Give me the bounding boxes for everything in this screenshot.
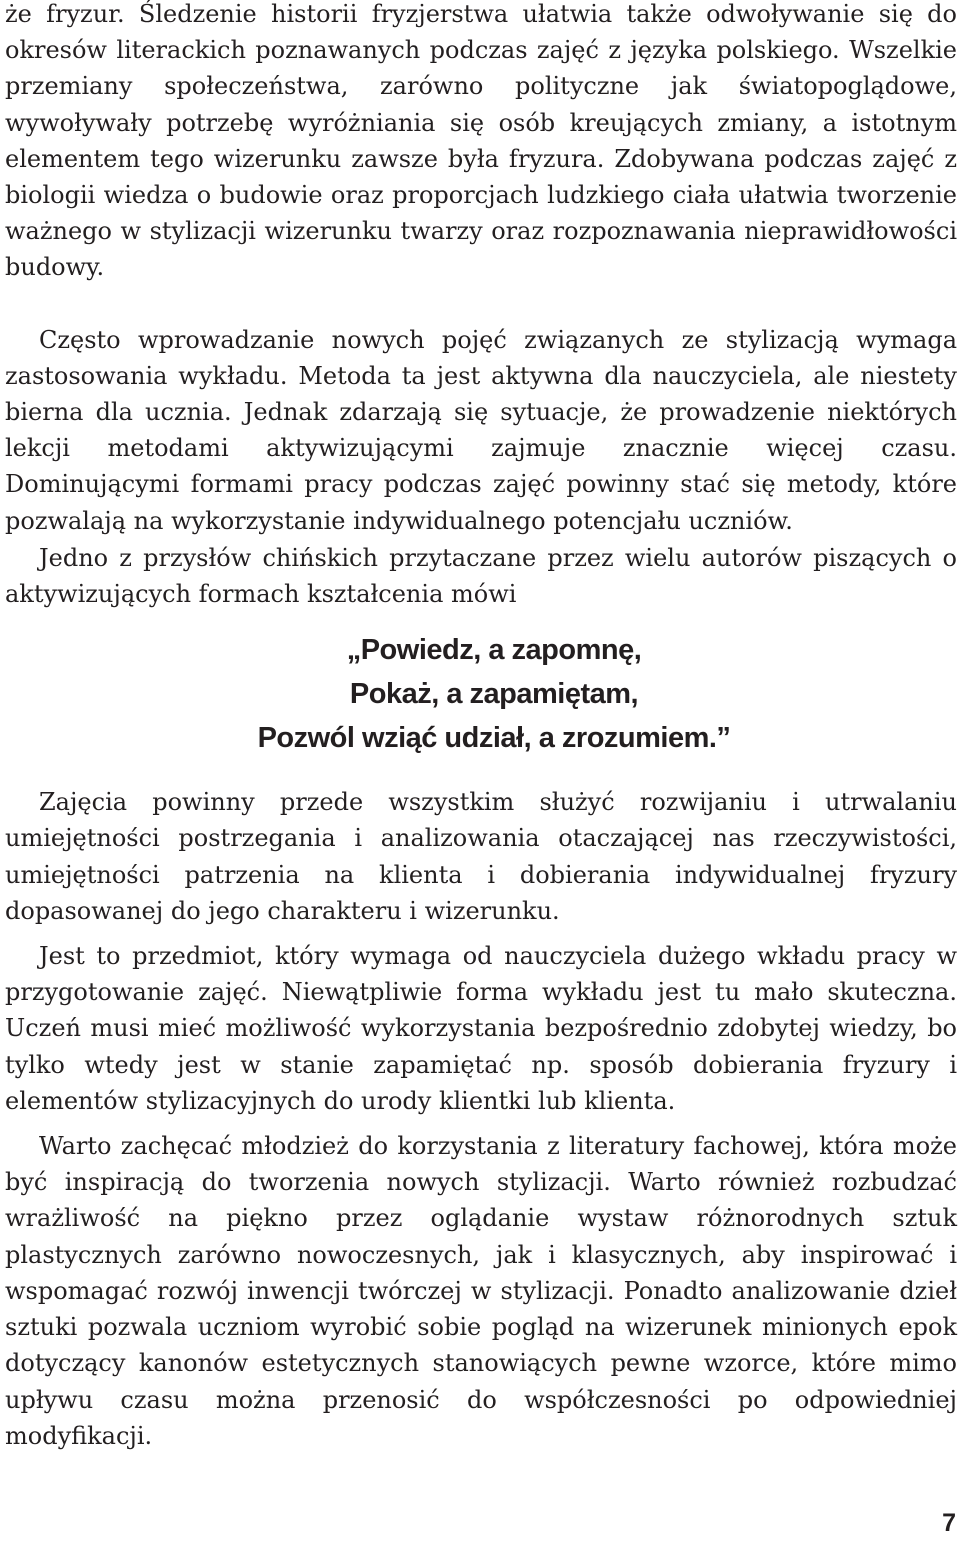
quote-line-1: „Powiedz, a zapomnę,: [346, 634, 642, 667]
paragraph-5: Jest to przedmiot, który wymaga od nauczyciela dużego wkładu pracy w przygotowanie zajęć. Niewątpliwie forma wykładu jest tu mało skuteczna. Uczeń musi mieć możliwość wykorzystania bezpośrednio zdobytej wiedzy, bo tylko wtedy jest w stanie zapamiętać np. sposób dobierania fryzury i elementów stylizacyjnych do urody klientki lub klienta.: [5, 942, 957, 1115]
document-page: [5, 0, 957, 1542]
paragraph-3: Jedno z przysłów chińskich przytaczane przez wielu autorów piszących o aktywizujących formach kształcenia mówi: [5, 543, 957, 609]
paragraph-6: Warto zachęcać młodzież do korzystania z literatury fachowej, która może być inspiracją do tworzenia nowych stylizacji. Warto również rozbudzać wrażliwość na piękno przez oglądanie wystaw różnorodnych sztuk plastycznych zarówno nowoczesnych, jak i klasycznych, aby inspirować i wspomagać rozwój inwencji twórczej w stylizacji. Ponadto analizowanie dzieł sztuki pozwala uczniom wyrobić sobie pogląd na wizerunek minionych epok dotyczący kanonów estetycznych stanowiących pewne wzorce, które mimo upływu czasu można przenosić do współczesności po odpowiedniej modyfikacji.: [5, 1132, 957, 1450]
page-number: 7: [942, 1509, 956, 1537]
proverb-quote: [5, 628, 957, 760]
paragraph-4: Zajęcia powinny przede wszystkim służyć rozwijaniu i utrwalaniu umiejętności postrzegania i analizowania otaczającej nas rzeczywistości, umiejętności patrzenia na klienta i dobierania indywidualnej fryzury dopasowanej do jego charakteru i wizerunku.: [5, 788, 957, 925]
paragraph-2: Często wprowadzanie nowych pojęć związanych ze stylizacją wymaga zastosowania wykładu. Metoda ta jest aktywna dla nauczyciela, ale niestety bierna dla ucznia. Jednak zdarzają się sytuacje, że prowadzenie niektórych lekcji metodami aktywizującymi zajmuje znacznie więcej czasu. Dominującymi formami pracy podczas zajęć powinny stać się metody, które pozwalają na wykorzystanie indywidualnego potencjału uczniów.: [5, 325, 957, 535]
quote-line-2: Pokaż, a zapamiętam,: [349, 678, 639, 711]
paragraph-1: że fryzur. Śledzenie historii fryzjerstwa ułatwia także odwoływanie się do okresów literackich poznawanych podczas zajęć z języka polskiego. Wszelkie przemiany społeczeństwa, zarówno polityczne jak światopoglądowe, wywoływały potrzebę wyróżniania się osób kreujących zmiany, a istotnym elementem tego wizerunku zawsze była fryzura. Zdobywana podczas zajęć z biologii wiedza o budowie oraz proporcjach ludzkiego ciała ułatwia tworzenie ważnego w stylizacji wizerunku twarzy oraz rozpoznawania nieprawidłowości budowy.: [5, 0, 957, 282]
quote-line-3: Pozwól wziąć udział, a zrozumiem.”: [257, 722, 731, 755]
